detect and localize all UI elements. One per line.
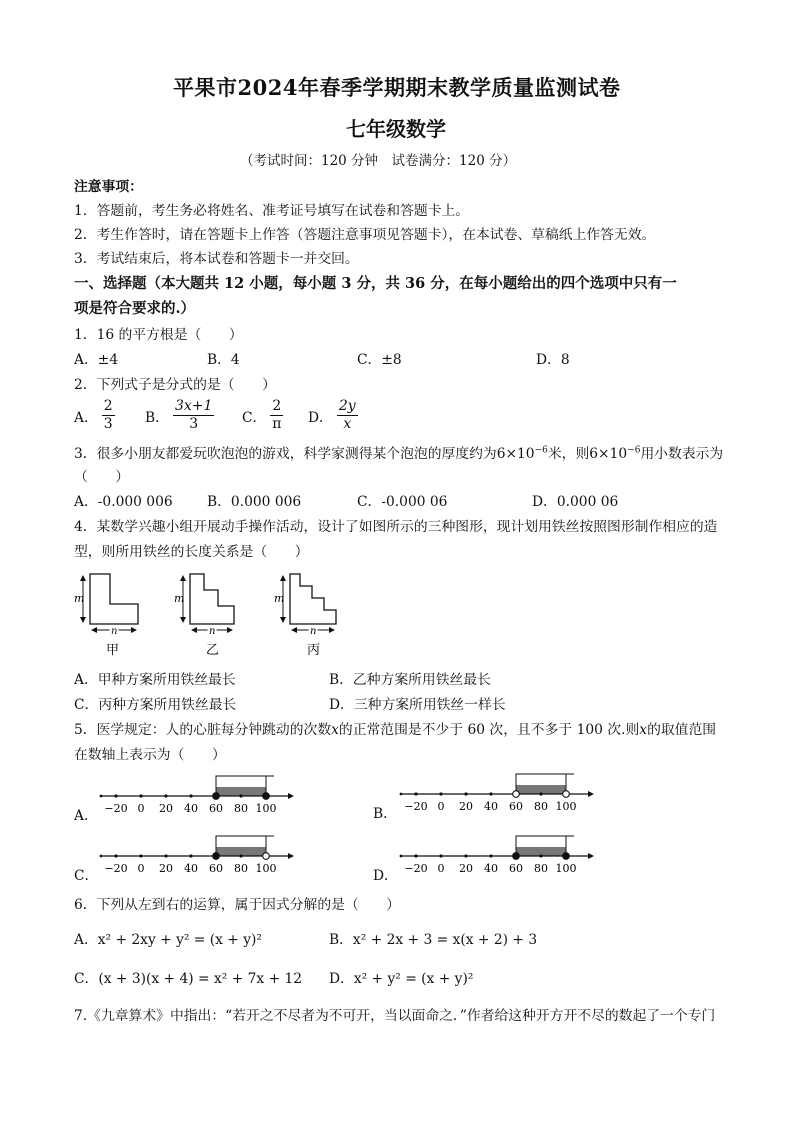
tick-label: 60 (509, 800, 523, 813)
number-line-c (96, 832, 296, 878)
tick-label: 80 (234, 862, 248, 875)
tick-dot (189, 794, 192, 797)
q3-paren: （ ） (74, 469, 130, 485)
figure-jia (83, 574, 138, 630)
page-title: 平果市2024年春季学期期末教学质量监测试卷 (173, 75, 621, 100)
tick-dot (100, 855, 103, 858)
tick-label: 0 (137, 802, 145, 815)
figure-bing (283, 574, 336, 630)
fraction-numerator: 2 (103, 398, 113, 414)
notes-heading: 注意事项： (74, 179, 143, 195)
tick-label: 60 (509, 862, 523, 875)
q4-option-a: A．甲种方案所用铁丝最长 (74, 672, 236, 688)
n-label: n (310, 626, 317, 637)
axis-arrow (588, 791, 594, 797)
q5-option-label: C． (74, 868, 99, 884)
tick-label: 0 (437, 862, 445, 875)
endpoint-100 (263, 853, 270, 860)
n-label: n (209, 626, 216, 637)
section-heading: 一、选择题（本大题共 12 小题，每小题 3 分，共 36 分，在每小题给出的四个选项中只有一 (74, 275, 677, 292)
q3-option-d: D．0.000 06 (532, 494, 619, 510)
tick-dot (414, 792, 417, 795)
sci-notation: 6×10 (589, 446, 628, 462)
q3-option-c: C．-0.000 06 (357, 494, 448, 510)
m-label: m (174, 592, 185, 605)
variable-x: x (639, 722, 648, 738)
section-heading-cont: 项是符合要求的.） (74, 300, 196, 317)
tick-label: 20 (159, 802, 173, 815)
tick-label: −20 (104, 862, 128, 875)
q4-option-d: D．三种方案所用铁丝一样长 (329, 697, 506, 713)
tick-dot (489, 792, 492, 795)
sci-notation: 6×10 (496, 446, 535, 462)
tick-label: 40 (484, 800, 498, 813)
tick-label: −20 (104, 802, 128, 815)
endpoint-100 (263, 793, 270, 800)
fraction-numerator: 2 (272, 398, 282, 414)
q5-option-label: A． (74, 808, 98, 824)
tick-dot (189, 854, 192, 857)
tick-label: 40 (484, 862, 498, 875)
q2-option-c (242, 398, 287, 433)
variable-x: x (331, 722, 339, 738)
fraction (102, 398, 115, 433)
q3-stem-part: 米，则 (547, 446, 590, 462)
q5-stem-cont: 在数轴上表示为（ ） (74, 747, 226, 763)
tick-label: 100 (255, 862, 277, 875)
tick-dot (400, 793, 403, 796)
q6-option-d: D．x² + y² = (x + y)² (329, 971, 474, 987)
exam-info: （考试时间：120 分钟 试卷满分：120 分） (240, 153, 517, 169)
tick-dot (139, 854, 142, 857)
figure-label: 甲 (106, 643, 120, 658)
fraction (173, 398, 214, 433)
fraction (270, 398, 283, 433)
tick-dot (164, 794, 167, 797)
endpoint-100 (563, 853, 570, 860)
q2-stem: 2．下列式子是分式的是（ ） (74, 377, 276, 393)
q2-option-label: A． (74, 409, 98, 426)
q2-option-label: D． (308, 409, 333, 426)
q5-stem-part: 的取值范围 (647, 722, 717, 738)
sci-exponent: −6 (627, 445, 641, 456)
fraction-denominator: 3 (189, 416, 199, 432)
axis-arrow (288, 853, 294, 859)
tick-dot (164, 854, 167, 857)
tick-label: 100 (255, 802, 277, 815)
n-label: n (111, 626, 118, 637)
q5-stem-part: 的正常范围是不少于 60 次，且不多于 100 次.则 (338, 722, 640, 738)
q5-option-label: B． (373, 806, 397, 822)
endpoint-60 (213, 853, 220, 860)
tick-label: 20 (459, 862, 473, 875)
q2-option-label: B． (145, 409, 169, 426)
tick-label: −20 (404, 800, 428, 813)
fraction-denominator: π (272, 416, 282, 432)
tick-label: 60 (209, 802, 223, 815)
endpoint-60 (513, 853, 520, 860)
tick-dot (489, 854, 492, 857)
tick-dot (464, 854, 467, 857)
tick-dot (114, 794, 117, 797)
q3-stem (74, 442, 723, 462)
q6-option-b: B．x² + 2x + 3 = x(x + 2) + 3 (329, 932, 538, 948)
axis-arrow (288, 793, 294, 799)
fraction-denominator: x (343, 416, 352, 432)
tick-dot (539, 792, 542, 795)
q4-stem: 4．某数学兴趣小组开展动手操作活动，设计了如图所示的三种图形，现计划用铁丝按照图形制作相应的造 (74, 519, 718, 535)
q5-option-label: D． (373, 868, 398, 884)
q1-option-c: C．±8 (357, 352, 402, 368)
number-line-a (96, 772, 296, 818)
tick-dot (139, 794, 142, 797)
q2-option-b (145, 398, 218, 433)
tick-label: −20 (404, 862, 428, 875)
q4-option-c: C．丙种方案所用铁丝最长 (74, 697, 237, 713)
figure-label: 乙 (206, 643, 220, 658)
endpoint-100 (563, 791, 570, 798)
tick-label: 80 (534, 862, 548, 875)
tick-label: 40 (184, 862, 198, 875)
notes-item: 3．考试结束后，将本试卷和答题卡一并交回。 (74, 251, 359, 267)
fraction-numerator: 2y (338, 398, 356, 414)
notes-item: 2．考生作答时，请在答题卡上作答（答题注意事项见答题卡），在本试卷、草稿纸上作答无效。 (74, 227, 656, 243)
tick-label: 100 (555, 800, 577, 813)
tick-label: 80 (534, 800, 548, 813)
q1-option-a: A．±4 (74, 352, 119, 368)
q2-option-d (308, 398, 362, 433)
tick-dot (239, 854, 242, 857)
q6-option-a: A．x² + 2xy + y² = (x + y)² (74, 932, 262, 948)
q2-option-label: C． (242, 409, 267, 426)
q6-option-c: C．(x + 3)(x + 4) = x² + 7x + 12 (74, 971, 303, 987)
tick-label: 0 (437, 800, 445, 813)
tick-label: 20 (159, 862, 173, 875)
endpoint-60 (213, 793, 220, 800)
tick-label: 20 (459, 800, 473, 813)
fraction-denominator: 3 (103, 416, 113, 432)
q2-option-a (74, 398, 119, 433)
fraction-numerator: 3x+1 (174, 398, 213, 414)
q1-stem: 1．16 的平方根是（ ） (74, 327, 243, 343)
page-subtitle: 七年级数学 (346, 117, 446, 141)
tick-label: 40 (184, 802, 198, 815)
notes-item: 1．答题前，考生务必将姓名、准考证号填写在试卷和答题卡上。 (74, 203, 470, 219)
m-label: m (274, 592, 285, 605)
q5-stem (74, 718, 716, 738)
tick-label: 0 (137, 862, 145, 875)
tick-dot (100, 795, 103, 798)
fraction (337, 398, 358, 433)
sci-exponent: −6 (534, 445, 548, 456)
q5-stem-part: 5．医学规定：人的心脏每分钟跳动的次数 (74, 722, 332, 738)
q3-option-b: B．0.000 006 (207, 494, 302, 510)
figure-label: 丙 (307, 643, 321, 658)
q3-option-a: A．-0.000 006 (74, 494, 173, 510)
tick-dot (239, 794, 242, 797)
tick-dot (439, 792, 442, 795)
axis-arrow (588, 853, 594, 859)
tick-dot (414, 854, 417, 857)
q6-stem: 6．下列从左到右的运算，属于因式分解的是（ ） (74, 897, 401, 913)
number-line-b (396, 770, 596, 816)
q1-option-d: D．8 (536, 352, 570, 368)
m-label: m (74, 592, 85, 605)
tick-dot (464, 792, 467, 795)
q7-stem: 7.《九章算术》中指出：“若开之不尽者为不可开，当以面命之．”作者给这种开方开不尽的数起了一个专门 (74, 1008, 716, 1024)
q4-option-b: B．乙种方案所用铁丝最长 (329, 672, 491, 688)
tick-label: 100 (555, 862, 577, 875)
tick-dot (400, 855, 403, 858)
q4-stem-cont: 型，则所用铁丝的长度关系是（ ） (74, 544, 309, 560)
q3-stem-part: 3．很多小朋友都爱玩吹泡泡的游戏，科学家测得某个泡泡的厚度约为 (74, 446, 497, 462)
endpoint-60 (513, 791, 520, 798)
figure-yi (183, 574, 234, 630)
q3-stem-part: 用小数表示为 (640, 446, 724, 462)
tick-dot (114, 854, 117, 857)
q1-option-b: B．4 (207, 352, 240, 368)
q4-figure-group (70, 566, 370, 662)
tick-label: 80 (234, 802, 248, 815)
tick-dot (539, 854, 542, 857)
tick-label: 60 (209, 862, 223, 875)
tick-dot (439, 854, 442, 857)
number-line-d (396, 832, 596, 878)
